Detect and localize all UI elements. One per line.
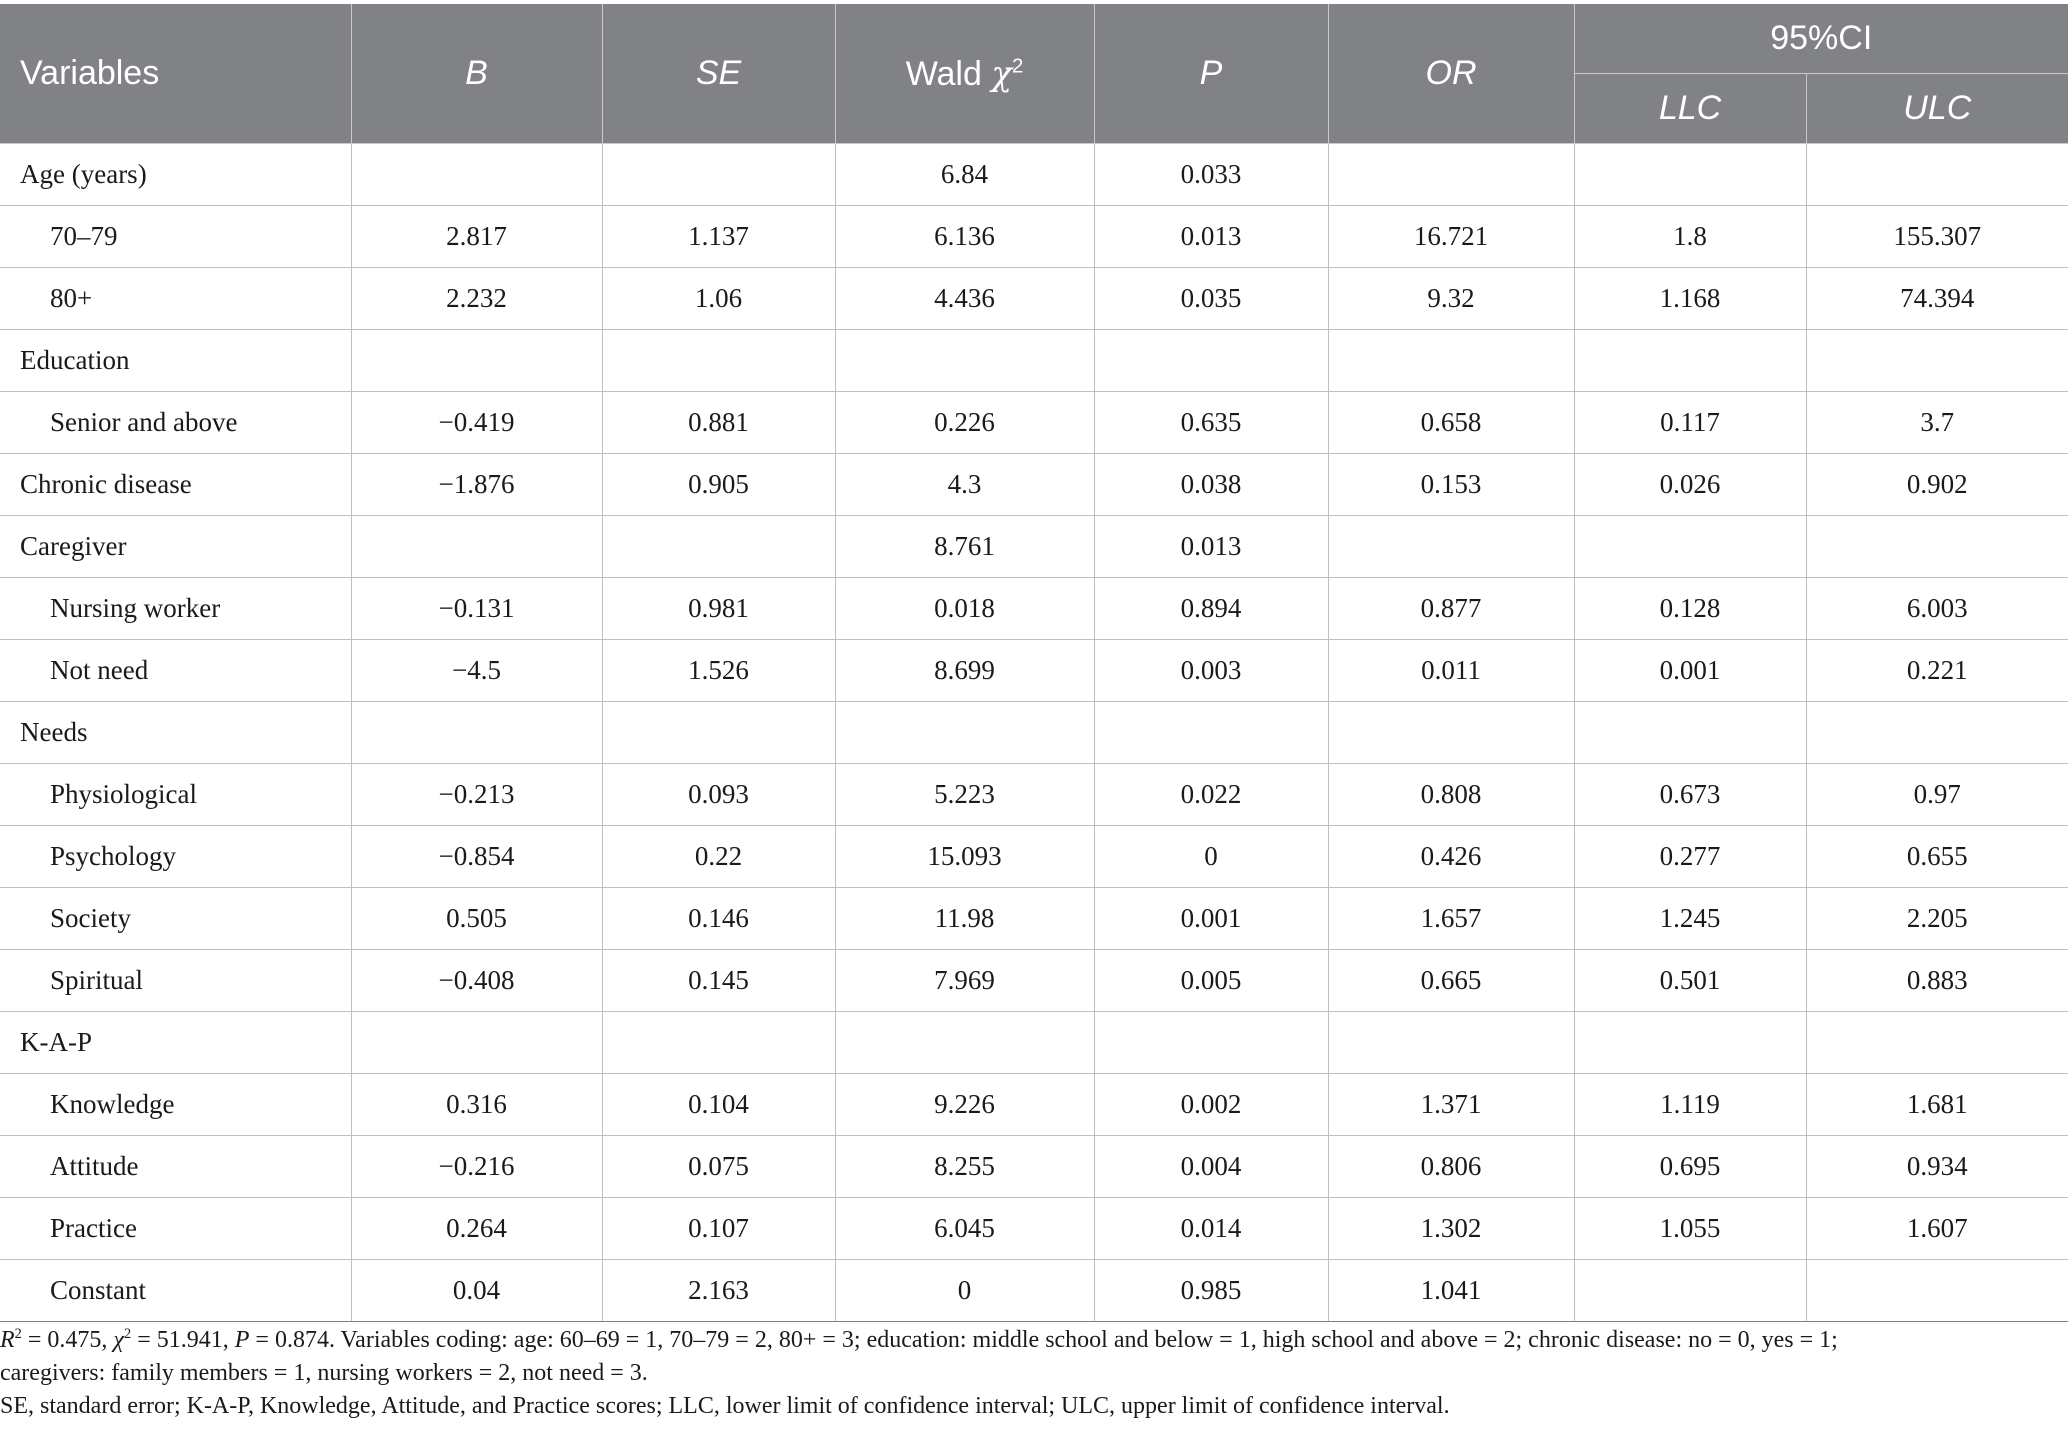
header-wald-chi: χ [991,53,1012,94]
cell-llc [1574,702,1806,764]
cell-se: 2.163 [602,1260,835,1322]
cell-or: 1.657 [1328,888,1574,950]
cell-se: 1.526 [602,640,835,702]
cell-variable: Knowledge [0,1074,351,1136]
cell-llc: 0.277 [1574,826,1806,888]
cell-se [602,144,835,206]
cell-p: 0.004 [1094,1136,1328,1198]
cell-llc: 1.8 [1574,206,1806,268]
cell-ulc: 0.221 [1806,640,2068,702]
note-line-1 [0,1324,2068,1357]
cell-ulc: 0.883 [1806,950,2068,1012]
cell-variable: Society [0,888,351,950]
cell-variable: Age (years) [0,144,351,206]
cell-variable: Practice [0,1198,351,1260]
header-or [1328,4,1574,144]
table-row [0,888,2068,950]
cell-se: 0.881 [602,392,835,454]
note-line-2: caregivers: family members = 1, nursing workers = 2, not need = 3. [0,1360,648,1386]
table-header [0,4,2068,144]
cell-p [1094,1012,1328,1074]
cell-b: −1.876 [351,454,602,516]
cell-or: 0.877 [1328,578,1574,640]
cell-or: 0.665 [1328,950,1574,1012]
cell-b: 2.232 [351,268,602,330]
cell-variable: Chronic disease [0,454,351,516]
note-r: R [0,1327,15,1353]
cell-wald: 5.223 [835,764,1094,826]
cell-p: 0.894 [1094,578,1328,640]
table-row [0,516,2068,578]
cell-or: 9.32 [1328,268,1574,330]
cell-variable: 80+ [0,268,351,330]
cell-llc [1574,1012,1806,1074]
table-row [0,144,2068,206]
header-b-label: B [465,54,488,92]
cell-se: 0.905 [602,454,835,516]
cell-b: 0.505 [351,888,602,950]
cell-or: 1.041 [1328,1260,1574,1322]
table-notes [0,1324,2068,1423]
cell-se: 0.981 [602,578,835,640]
header-llc-label: LLC [1658,89,1722,127]
cell-wald [835,702,1094,764]
cell-variable: Attitude [0,1136,351,1198]
cell-b: −0.854 [351,826,602,888]
cell-ulc: 1.681 [1806,1074,2068,1136]
cell-wald: 7.969 [835,950,1094,1012]
cell-wald [835,330,1094,392]
cell-se: 0.146 [602,888,835,950]
cell-b: −0.216 [351,1136,602,1198]
cell-ulc: 1.607 [1806,1198,2068,1260]
cell-wald [835,1012,1094,1074]
table-row [0,1074,2068,1136]
cell-b [351,1012,602,1074]
cell-p: 0.022 [1094,764,1328,826]
cell-wald: 6.84 [835,144,1094,206]
cell-b: 0.04 [351,1260,602,1322]
regression-table-container [0,4,2068,1322]
note-text-c: = 0.874. Variables coding: age: 60–69 = 1, 70–79 = 2, 80+ = 3; education: middle school and below = 1, high school and above = 2; chronic disease: no = 0, yes = 1; [249,1327,1838,1353]
cell-p: 0.003 [1094,640,1328,702]
cell-variable: Not need [0,640,351,702]
note-line-3: SE, standard error; K-A-P, Knowledge, Attitude, and Practice scores; LLC, lower limit of confidence interval; ULC, upper limit of confidence interval. [0,1393,1450,1419]
cell-ulc [1806,516,2068,578]
cell-variable: Nursing worker [0,578,351,640]
cell-b: −0.131 [351,578,602,640]
cell-llc: 0.501 [1574,950,1806,1012]
cell-ulc: 2.205 [1806,888,2068,950]
cell-or: 0.011 [1328,640,1574,702]
cell-or [1328,144,1574,206]
cell-ulc: 3.7 [1806,392,2068,454]
header-ulc-label: ULC [1903,89,1972,127]
cell-llc: 0.117 [1574,392,1806,454]
cell-p: 0.005 [1094,950,1328,1012]
header-wald-sup: 2 [1011,55,1024,78]
cell-wald: 8.699 [835,640,1094,702]
cell-b: 2.817 [351,206,602,268]
cell-wald: 15.093 [835,826,1094,888]
header-se [602,4,835,144]
cell-b: −4.5 [351,640,602,702]
cell-ulc [1806,1012,2068,1074]
cell-variable: K-A-P [0,1012,351,1074]
header-ci: 95%CI [1574,4,2068,74]
cell-variable: Needs [0,702,351,764]
cell-or [1328,702,1574,764]
cell-b: −0.408 [351,950,602,1012]
cell-llc: 1.119 [1574,1074,1806,1136]
regression-table [0,4,2068,1322]
cell-or: 0.426 [1328,826,1574,888]
table-body [0,144,2068,1322]
table-row [0,454,2068,516]
cell-ulc [1806,330,2068,392]
cell-wald: 0.018 [835,578,1094,640]
cell-wald: 0.226 [835,392,1094,454]
cell-ulc: 0.902 [1806,454,2068,516]
cell-ulc [1806,144,2068,206]
table-row [0,1136,2068,1198]
cell-p: 0.002 [1094,1074,1328,1136]
cell-se: 0.093 [602,764,835,826]
cell-or: 0.153 [1328,454,1574,516]
cell-wald: 11.98 [835,888,1094,950]
cell-variable: Caregiver [0,516,351,578]
cell-ulc: 6.003 [1806,578,2068,640]
cell-p [1094,330,1328,392]
cell-llc [1574,1260,1806,1322]
table-row [0,1260,2068,1322]
header-p-label: P [1199,54,1223,92]
cell-wald: 4.436 [835,268,1094,330]
cell-or [1328,1012,1574,1074]
cell-p [1094,702,1328,764]
cell-or: 0.808 [1328,764,1574,826]
cell-or [1328,516,1574,578]
cell-b: 0.316 [351,1074,602,1136]
cell-se: 0.104 [602,1074,835,1136]
table-row [0,392,2068,454]
cell-llc [1574,330,1806,392]
cell-llc: 1.245 [1574,888,1806,950]
cell-p: 0.001 [1094,888,1328,950]
cell-p: 0.038 [1094,454,1328,516]
cell-b [351,516,602,578]
cell-wald: 6.045 [835,1198,1094,1260]
cell-ulc: 74.394 [1806,268,2068,330]
cell-p: 0.635 [1094,392,1328,454]
cell-wald: 6.136 [835,206,1094,268]
cell-llc: 0.695 [1574,1136,1806,1198]
cell-or: 0.658 [1328,392,1574,454]
header-p [1094,4,1328,144]
cell-se: 0.107 [602,1198,835,1260]
note-r-sup: 2 [14,1326,22,1342]
table-row [0,330,2068,392]
cell-p: 0.033 [1094,144,1328,206]
cell-variable: Education [0,330,351,392]
cell-b [351,144,602,206]
cell-llc: 1.168 [1574,268,1806,330]
table-row [0,826,2068,888]
header-variables: Variables [0,4,351,144]
cell-variable: Senior and above [0,392,351,454]
cell-llc: 0.026 [1574,454,1806,516]
table-row [0,206,2068,268]
cell-b [351,330,602,392]
note-text-b: = 51.941, [131,1327,235,1353]
cell-p: 0 [1094,826,1328,888]
cell-p: 0.985 [1094,1260,1328,1322]
cell-or [1328,330,1574,392]
cell-se: 0.145 [602,950,835,1012]
cell-p: 0.013 [1094,206,1328,268]
cell-ulc: 0.934 [1806,1136,2068,1198]
cell-llc [1574,144,1806,206]
cell-se: 0.075 [602,1136,835,1198]
table-row [0,702,2068,764]
note-chi: χ [113,1327,124,1353]
cell-se [602,516,835,578]
cell-ulc [1806,1260,2068,1322]
header-or-label: OR [1425,54,1477,92]
cell-llc: 0.128 [1574,578,1806,640]
header-se-label: SE [695,54,742,92]
cell-wald: 8.255 [835,1136,1094,1198]
cell-wald: 9.226 [835,1074,1094,1136]
cell-variable: Spiritual [0,950,351,1012]
cell-llc [1574,516,1806,578]
table-row [0,268,2068,330]
header-llc [1574,74,1806,144]
cell-llc: 0.673 [1574,764,1806,826]
note-chi-sup: 2 [123,1326,132,1342]
table-row [0,764,2068,826]
cell-variable: Psychology [0,826,351,888]
cell-se: 1.06 [602,268,835,330]
cell-llc: 0.001 [1574,640,1806,702]
header-ulc [1806,74,2068,144]
cell-wald: 4.3 [835,454,1094,516]
cell-or: 1.371 [1328,1074,1574,1136]
cell-se [602,330,835,392]
cell-ulc: 0.97 [1806,764,2068,826]
cell-wald: 0 [835,1260,1094,1322]
cell-se: 0.22 [602,826,835,888]
header-wald-prefix: Wald [905,54,992,93]
header-wald [835,4,1094,144]
table-row [0,950,2068,1012]
table-row [0,640,2068,702]
cell-ulc [1806,702,2068,764]
cell-p: 0.014 [1094,1198,1328,1260]
table-row [0,1012,2068,1074]
cell-variable: Physiological [0,764,351,826]
header-b [351,4,602,144]
cell-variable: 70–79 [0,206,351,268]
cell-b [351,702,602,764]
cell-ulc: 0.655 [1806,826,2068,888]
cell-se [602,702,835,764]
cell-or: 1.302 [1328,1198,1574,1260]
cell-se [602,1012,835,1074]
cell-p: 0.013 [1094,516,1328,578]
note-text-a: = 0.475, [21,1327,114,1353]
cell-ulc: 155.307 [1806,206,2068,268]
cell-llc: 1.055 [1574,1198,1806,1260]
table-row [0,578,2068,640]
cell-or: 16.721 [1328,206,1574,268]
table-row [0,1198,2068,1260]
cell-b: 0.264 [351,1198,602,1260]
cell-b: −0.213 [351,764,602,826]
cell-se: 1.137 [602,206,835,268]
cell-wald: 8.761 [835,516,1094,578]
cell-or: 0.806 [1328,1136,1574,1198]
note-p: P [234,1327,250,1353]
cell-p: 0.035 [1094,268,1328,330]
cell-b: −0.419 [351,392,602,454]
cell-variable: Constant [0,1260,351,1322]
